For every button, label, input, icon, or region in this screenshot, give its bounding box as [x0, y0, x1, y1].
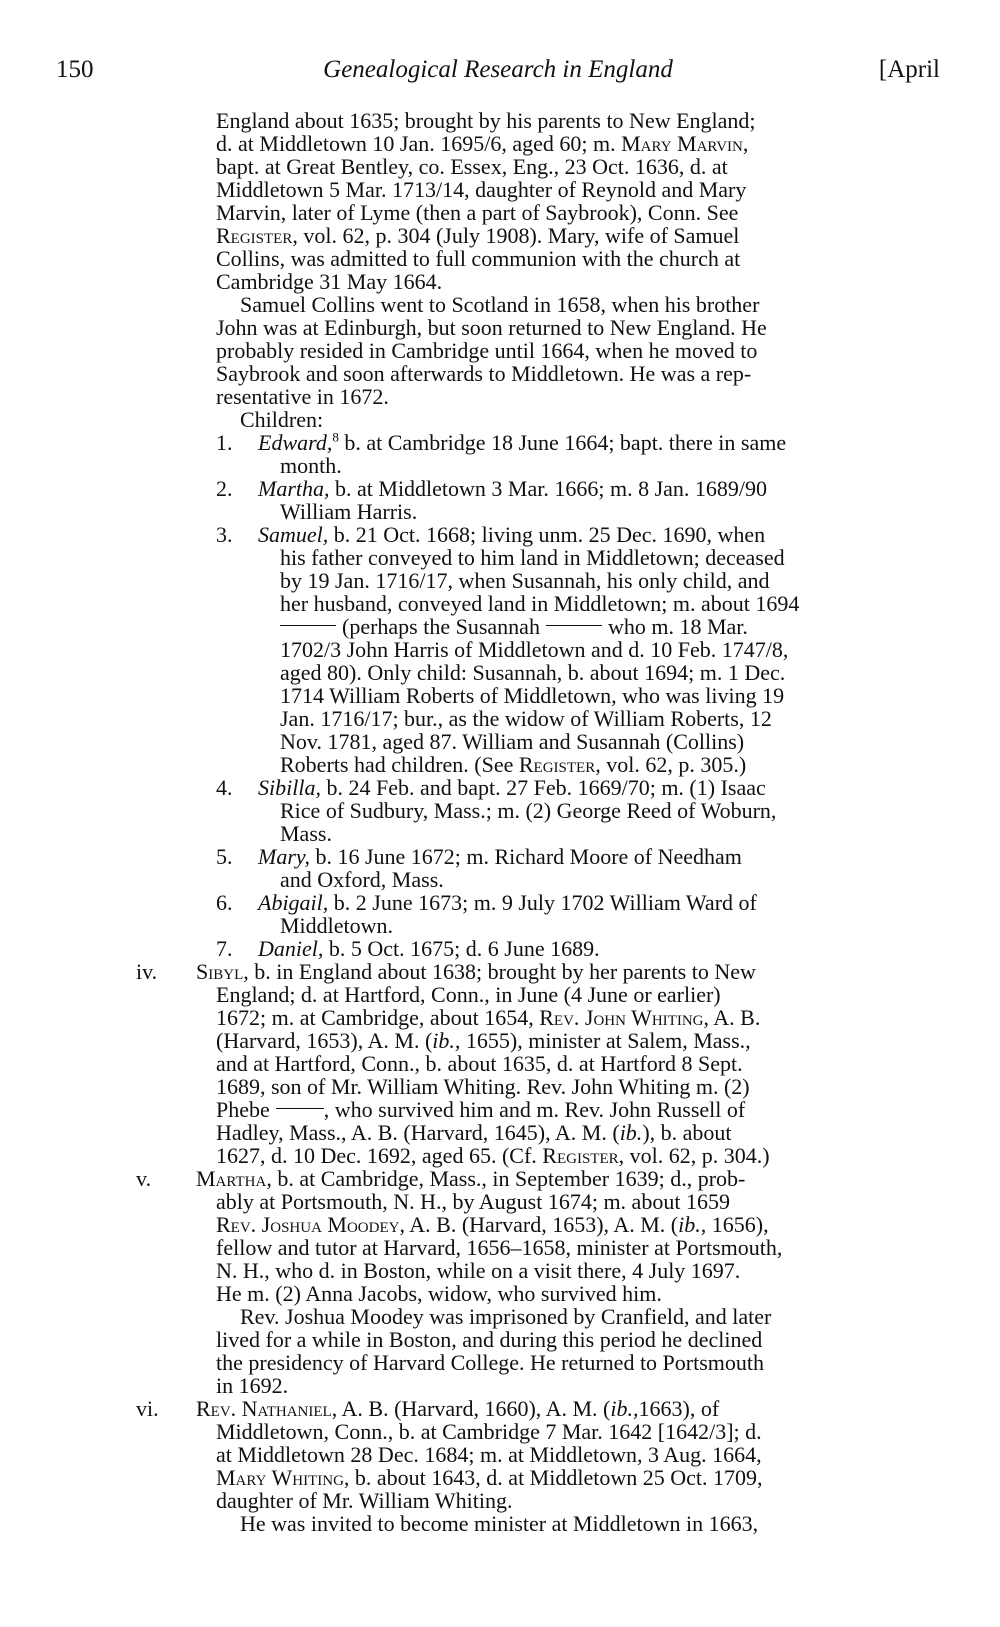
text-line: Martha, b. at Cambridge, Mass., in September 1639; d., prob- [196, 1166, 746, 1191]
text-line: Rice of Sudbury, Mass.; m. (2) George Reed of Woburn, [280, 798, 777, 823]
text-line: He m. (2) Anna Jacobs, widow, who survived him. [216, 1281, 662, 1306]
text-line: probably resided in Cambridge until 1664, when he moved to [216, 338, 758, 363]
text-line: Middletown. [280, 913, 394, 938]
text-line: Samuel Collins went to Scotland in 1658, when his brother [240, 292, 760, 317]
text-line: and Oxford, Mass. [280, 867, 444, 892]
child-number: 1. [216, 430, 233, 455]
text-line: 1672; m. at Cambridge, about 1654, Rev. John Whiting, A. B. [216, 1005, 761, 1030]
text-line: Roberts had children. (See Register, vol. 62, p. 305.) [280, 752, 747, 777]
text-line: daughter of Mr. William Whiting. [216, 1488, 513, 1513]
entry-numeral: iv. [136, 959, 158, 984]
child-number: 3. [216, 522, 233, 547]
text-line: Edward,$^8$ b. at Cambridge 18 June 1664; bapt. there in same [258, 429, 787, 455]
text-line: Nov. 1781, aged 87. William and Susannah (Collins) [280, 729, 745, 754]
text-line: 1702/3 John Harris of Middletown and d. 10 Feb. 1747/8, [280, 637, 789, 662]
child-name: Mary, [258, 844, 310, 869]
text-line: Abigail, b. 2 June 1673; m. 9 July 1702 William Ward of [258, 890, 757, 915]
text-line: in 1692. [216, 1373, 289, 1398]
text-line: by 19 Jan. 1716/17, when Susannah, his only child, and [280, 568, 770, 593]
text-line: Daniel, b. 5 Oct. 1675; d. 6 June 1689. [258, 936, 600, 961]
child-name: Abigail, [258, 890, 329, 915]
child-name: Daniel, [258, 936, 324, 961]
text-line: Rev. Nathaniel, A. B. (Harvard, 1660), A. M. (ib.,1663), of [196, 1396, 720, 1421]
blank-dash [280, 625, 336, 626]
text-line: John was at Edinburgh, but soon returned to New England. He [216, 315, 767, 340]
text-line: Jan. 1716/17; bur., as the widow of William Roberts, 12 [280, 706, 772, 731]
register-ref: Register, [216, 223, 298, 248]
register-ref: Register, [542, 1143, 625, 1168]
person-name: Rev. John Whiting, [539, 1005, 709, 1030]
text-line: 1627, d. 10 Dec. 1692, aged 65. (Cf. Register, vol. 62, p. 304.) [216, 1143, 770, 1168]
text-line: and at Hartford, Conn., b. about 1635, d. at Hartford 8 Sept. [216, 1051, 743, 1076]
text-line: Register, vol. 62, p. 304 (July 1908). Mary, wife of Samuel [216, 223, 740, 248]
child-name: Sibilla, [258, 775, 321, 800]
text-line: England; d. at Hartford, Conn., in June (4 June or earlier) [216, 982, 721, 1007]
blank-dash [546, 625, 602, 626]
person-name: Mary Whiting, [216, 1465, 350, 1490]
running-month: [April [878, 56, 940, 83]
child-name: Samuel, [258, 522, 329, 547]
text-line: Samuel, b. 21 Oct. 1668; living unm. 25 Dec. 1690, when [258, 522, 766, 547]
text-line: Marvin, later of Lyme (then a part of Saybrook), Conn. See [216, 200, 739, 225]
text-line: Collins, was admitted to full communion with the church at [216, 246, 741, 271]
text-line: resentative in 1672. [216, 384, 389, 409]
text-line: 1689, son of Mr. William Whiting. Rev. John Whiting m. (2) [216, 1074, 750, 1099]
text-line: his father conveyed to him land in Middletown; deceased [280, 545, 785, 570]
child-number: 4. [216, 775, 233, 800]
child-name: Edward, [258, 430, 333, 455]
text-line: Sibilla, b. 24 Feb. and bapt. 27 Feb. 1669/70; m. (1) Isaac [258, 775, 766, 800]
text-line: Middletown 5 Mar. 1713/14, daughter of Reynold and Mary [216, 177, 747, 202]
person-name: Sibyl, [196, 959, 249, 984]
text-line: ably at Portsmouth, N. H., by August 1674; m. about 1659 [216, 1189, 730, 1214]
child-number: 5. [216, 844, 233, 869]
text-line: lived for a while in Boston, and during this period he declined [216, 1327, 763, 1352]
text-line: the presidency of Harvard College. He returned to Portsmouth [216, 1350, 765, 1375]
text-line: Sibyl, b. in England about 1638; brought by her parents to New [196, 959, 756, 984]
text-line: England about 1635; brought by his parents to New England; [216, 108, 756, 133]
text-line: Cambridge 31 May 1664. [216, 269, 443, 294]
page-number: 150 [56, 56, 94, 83]
text-line: N. H., who d. in Boston, while on a visit there, 4 July 1697. [216, 1258, 741, 1283]
running-head [56, 56, 940, 96]
text-line: Mass. [280, 821, 332, 846]
text-line: William Harris. [280, 499, 418, 524]
entry-numeral: vi. [136, 1396, 159, 1421]
text-line: (perhaps the Susannah who m. 18 Mar. [280, 615, 748, 638]
text-line: her husband, conveyed land in Middletown; m. about 1694 [280, 591, 800, 616]
child-name: Martha, [258, 476, 330, 501]
text-line: fellow and tutor at Harvard, 1656–1658, minister at Portsmouth, [216, 1235, 783, 1260]
running-title: Genealogical Research in England [323, 56, 673, 83]
footnote-marker: 8 [332, 429, 339, 445]
text-line: Phebe , who survived him and m. Rev. John Russell of [216, 1097, 746, 1122]
child-number: 7. [216, 936, 233, 961]
text-line: Rev. Joshua Moodey, A. B. (Harvard, 1653), A. M. (ib., 1656), [216, 1212, 769, 1237]
text-line: d. at Middletown 10 Jan. 1695/6, aged 60; m. Mary Marvin, [216, 131, 749, 156]
person-name: Rev. Nathaniel, [196, 1396, 338, 1421]
text-line: He was invited to become minister at Middletown in 1663, [240, 1511, 759, 1536]
text-line: Middletown, Conn., b. at Cambridge 7 Mar. 1642 [1642/3]; d. [216, 1419, 762, 1444]
text-line: at Middletown 28 Dec. 1684; m. at Middletown, 3 Aug. 1664, [216, 1442, 762, 1467]
entry-numeral: v. [136, 1166, 152, 1191]
text-line: Saybrook and soon afterwards to Middletown. He was a rep- [216, 361, 752, 386]
text-line: (Harvard, 1653), A. M. (ib., 1655), minister at Salem, Mass., [216, 1028, 751, 1053]
text-line: bapt. at Great Bentley, co. Essex, Eng., 23 Oct. 1636, d. at [216, 154, 728, 179]
child-number: 2. [216, 476, 233, 501]
text-line: Martha, b. at Middletown 3 Mar. 1666; m. 8 Jan. 1689/90 [258, 476, 768, 501]
text-line: Hadley, Mass., A. B. (Harvard, 1645), A. M. (ib.), b. about [216, 1120, 732, 1145]
text-line: Mary, b. 16 June 1672; m. Richard Moore of Needham [258, 844, 742, 869]
person-name: Rev. Joshua Moodey, [216, 1212, 405, 1237]
child-number: 6. [216, 890, 233, 915]
text-line: aged 80). Only child: Susannah, b. about 1694; m. 1 Dec. [280, 660, 786, 685]
blank-dash [276, 1108, 324, 1109]
register-ref: Register, [518, 752, 601, 777]
person-name: Martha, [196, 1166, 272, 1191]
text-line: Rev. Joshua Moodey was imprisoned by Cranfield, and later [240, 1304, 772, 1329]
text-line: 1714 William Roberts of Middletown, who was living 19 [280, 683, 785, 708]
person-name: Mary Marvin, [621, 131, 749, 156]
text-line: month. [280, 453, 342, 478]
children-label: Children: [240, 407, 324, 432]
text-line: Mary Whiting, b. about 1643, d. at Middletown 25 Oct. 1709, [216, 1465, 763, 1490]
